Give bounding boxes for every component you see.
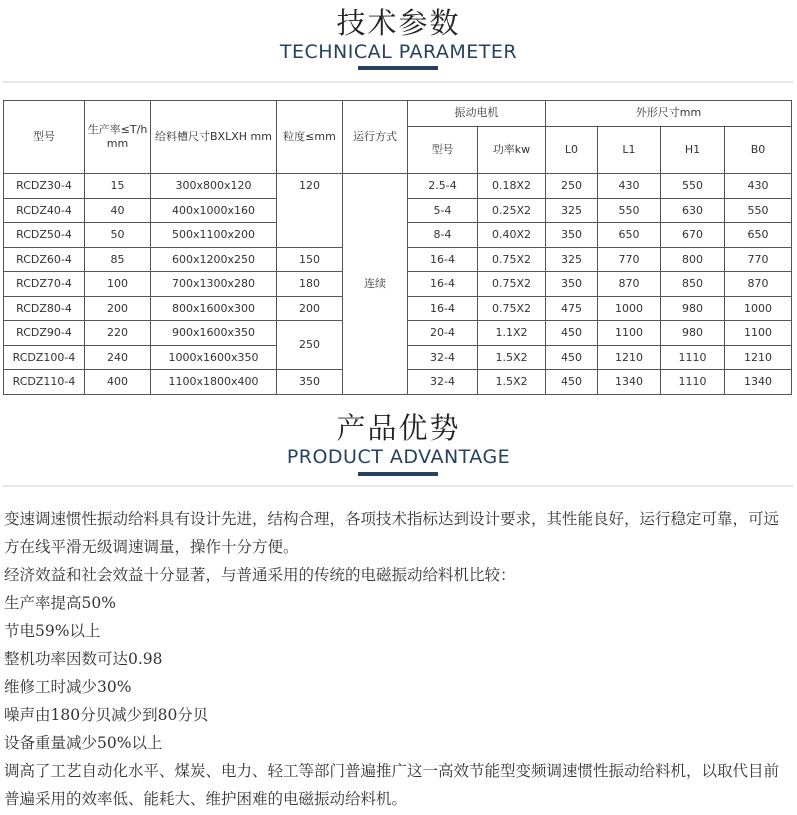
cell-motor-model: 8-4 xyxy=(408,223,478,248)
cell-motor-model: 2.5-4 xyxy=(408,174,478,199)
cell-trough-size: 900x1600x350 xyxy=(151,321,277,346)
cell-motor-model: 16-4 xyxy=(408,296,478,321)
cell-l0: 450 xyxy=(546,345,598,370)
cell-l1: 650 xyxy=(598,223,661,248)
header-dimensions: 外形尺寸mm xyxy=(546,101,792,127)
cell-l0: 250 xyxy=(546,174,598,199)
cell-model: RCDZ60-4 xyxy=(4,247,85,272)
cell-h1: 850 xyxy=(661,272,725,297)
cell-h1: 550 xyxy=(661,174,725,199)
cell-motor-model: 16-4 xyxy=(408,247,478,272)
cell-l0: 475 xyxy=(546,296,598,321)
cell-trough-size: 600x1200x250 xyxy=(151,247,277,272)
cell-b0: 650 xyxy=(725,223,792,248)
cell-trough-size: 800x1600x300 xyxy=(151,296,277,321)
product-advantage-heading xyxy=(0,411,797,469)
cell-b0: 870 xyxy=(725,272,792,297)
cell-l1: 430 xyxy=(598,174,661,199)
cell-l1: 870 xyxy=(598,272,661,297)
cell-l1: 1000 xyxy=(598,296,661,321)
cell-granularity: 250 xyxy=(277,321,343,370)
header-l0: L0 xyxy=(546,126,598,174)
advantage-paragraph: 经济效益和社会效益十分显著，与普通采用的传统的电磁振动给料机比较： xyxy=(4,566,516,584)
cell-l0: 450 xyxy=(546,321,598,346)
cell-granularity: 200 xyxy=(277,296,343,321)
tech-parameter-cn-title: 技术参数 xyxy=(336,6,461,40)
cell-operation-mode: 连续 xyxy=(343,174,408,395)
cell-trough-size: 500x1100x200 xyxy=(151,223,277,248)
cell-model: RCDZ110-4 xyxy=(4,370,85,395)
cell-motor-power: 0.25X2 xyxy=(478,198,546,223)
header-vibration-motor: 振动电机 xyxy=(408,101,546,127)
cell-l1: 770 xyxy=(598,247,661,272)
cell-l0: 350 xyxy=(546,223,598,248)
cell-b0: 1210 xyxy=(725,345,792,370)
header-h1: H1 xyxy=(661,126,725,174)
cell-l0: 325 xyxy=(546,198,598,223)
cell-b0: 1340 xyxy=(725,370,792,395)
cell-b0: 430 xyxy=(725,174,792,199)
table-row xyxy=(4,174,792,199)
cell-capacity: 50 xyxy=(85,223,151,248)
cell-model: RCDZ90-4 xyxy=(4,321,85,346)
tech-parameter-heading xyxy=(0,6,797,64)
cell-motor-model: 16-4 xyxy=(408,272,478,297)
cell-motor-model: 20-4 xyxy=(408,321,478,346)
header-granularity: 粒度≤mm xyxy=(277,101,343,174)
cell-model: RCDZ30-4 xyxy=(4,174,85,199)
cell-trough-size: 400x1000x160 xyxy=(151,198,277,223)
advantage-item: 生产率提高50% xyxy=(4,594,116,612)
cell-h1: 800 xyxy=(661,247,725,272)
cell-l0: 325 xyxy=(546,247,598,272)
cell-capacity: 400 xyxy=(85,370,151,395)
tech-parameter-en-title: TECHNICAL PARAMETER xyxy=(279,41,518,63)
cell-l1: 1100 xyxy=(598,321,661,346)
cell-b0: 1000 xyxy=(725,296,792,321)
cell-motor-power: 0.18X2 xyxy=(478,174,546,199)
header-operation-mode: 运行方式 xyxy=(343,101,408,174)
cell-granularity: 150 xyxy=(277,247,343,272)
cell-motor-power: 0.40X2 xyxy=(478,223,546,248)
cell-model: RCDZ100-4 xyxy=(4,345,85,370)
advantage-text xyxy=(4,505,794,813)
cell-capacity: 15 xyxy=(85,174,151,199)
cell-motor-power: 0.75X2 xyxy=(478,247,546,272)
advantage-paragraph: 调高了工艺自动化水平、煤炭、电力、轻工等部门普遍推广这一高效节能型变频调速惯性振动给料机，以取代目前普遍采用的效率低、能耗大、维护困难的电磁振动给料机。 xyxy=(4,762,780,808)
cell-model: RCDZ70-4 xyxy=(4,272,85,297)
cell-h1: 980 xyxy=(661,321,725,346)
advantage-item: 整机功率因数可达0.98 xyxy=(4,650,163,668)
cell-l0: 350 xyxy=(546,272,598,297)
cell-granularity: 180 xyxy=(277,272,343,297)
product-advantage-accent-bar xyxy=(358,472,438,476)
cell-granularity: 350 xyxy=(277,370,343,395)
advantage-item: 节电59%以上 xyxy=(4,622,101,640)
cell-motor-power: 0.75X2 xyxy=(478,296,546,321)
spec-table xyxy=(3,100,792,395)
cell-capacity: 240 xyxy=(85,345,151,370)
cell-h1: 630 xyxy=(661,198,725,223)
cell-h1: 1110 xyxy=(661,345,725,370)
cell-h1: 670 xyxy=(661,223,725,248)
tech-parameter-divider xyxy=(3,81,793,83)
header-model: 型号 xyxy=(4,101,85,174)
cell-trough-size: 1100x1800x400 xyxy=(151,370,277,395)
cell-model: RCDZ50-4 xyxy=(4,223,85,248)
cell-h1: 980 xyxy=(661,296,725,321)
advantage-paragraph: 变速调速惯性振动给料具有设计先进，结构合理，各项技术指标达到设计要求，其性能良好，运行稳定可靠，可远方在线平滑无级调速调量，操作十分方便。 xyxy=(4,510,780,556)
cell-b0: 1100 xyxy=(725,321,792,346)
product-advantage-divider xyxy=(3,485,793,487)
cell-model: RCDZ80-4 xyxy=(4,296,85,321)
cell-l1: 550 xyxy=(598,198,661,223)
cell-motor-power: 0.75X2 xyxy=(478,272,546,297)
header-motor-model: 型号 xyxy=(408,126,478,174)
cell-capacity: 40 xyxy=(85,198,151,223)
cell-trough-size: 700x1300x280 xyxy=(151,272,277,297)
cell-motor-power: 1.1X2 xyxy=(478,321,546,346)
header-capacity: 生产率≤T/h mm xyxy=(85,101,151,174)
cell-l0: 450 xyxy=(546,370,598,395)
header-b0: B0 xyxy=(725,126,792,174)
cell-motor-model: 32-4 xyxy=(408,345,478,370)
advantage-item: 设备重量减少50%以上 xyxy=(4,734,163,752)
advantage-item: 噪声由180分贝减少到80分贝 xyxy=(4,706,209,724)
cell-capacity: 85 xyxy=(85,247,151,272)
cell-b0: 550 xyxy=(725,198,792,223)
cell-motor-power: 1.5X2 xyxy=(478,345,546,370)
cell-l1: 1210 xyxy=(598,345,661,370)
cell-motor-model: 5-4 xyxy=(408,198,478,223)
cell-l1: 1340 xyxy=(598,370,661,395)
cell-model: RCDZ40-4 xyxy=(4,198,85,223)
cell-b0: 770 xyxy=(725,247,792,272)
cell-trough-size: 1000x1600x350 xyxy=(151,345,277,370)
tech-parameter-accent-bar xyxy=(358,66,438,70)
header-l1: L1 xyxy=(598,126,661,174)
cell-motor-power: 1.5X2 xyxy=(478,370,546,395)
cell-h1: 1110 xyxy=(661,370,725,395)
cell-motor-model: 32-4 xyxy=(408,370,478,395)
cell-capacity: 200 xyxy=(85,296,151,321)
header-motor-power: 功率kw xyxy=(478,126,546,174)
product-advantage-cn-title: 产品优势 xyxy=(336,411,461,445)
cell-trough-size: 300x800x120 xyxy=(151,174,277,199)
advantage-item: 维修工时减少30% xyxy=(4,678,132,696)
cell-capacity: 220 xyxy=(85,321,151,346)
product-advantage-en-title: PRODUCT ADVANTAGE xyxy=(286,446,511,468)
cell-granularity: 120 xyxy=(277,174,343,248)
cell-capacity: 100 xyxy=(85,272,151,297)
header-trough-size: 给料槽尺寸BXLXH mm xyxy=(151,101,277,174)
